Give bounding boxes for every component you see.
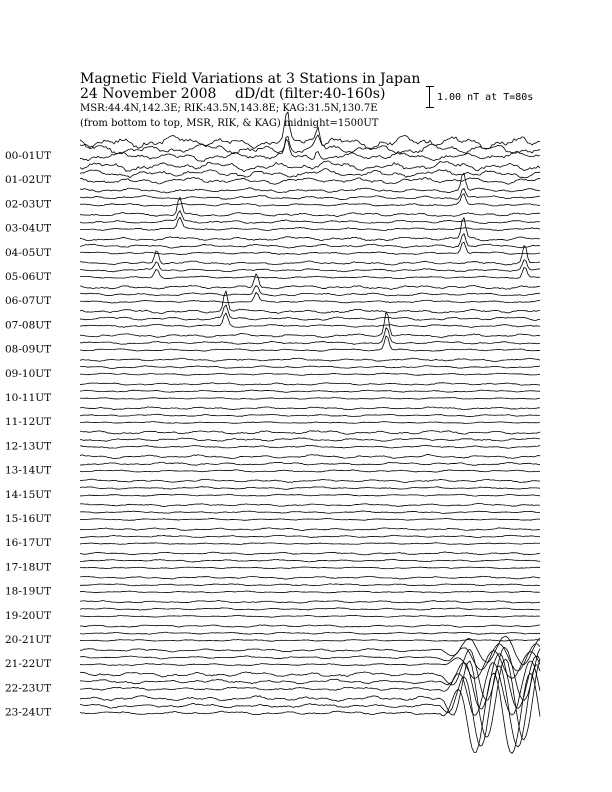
- hour-label: 03-04UT: [5, 222, 52, 235]
- trace-rik-11-12ut: [80, 414, 540, 416]
- hour-label: 09-10UT: [5, 367, 52, 380]
- hour-label: 08-09UT: [5, 343, 52, 356]
- trace-kag-13-14ut: [80, 454, 540, 458]
- scale-label: 1.00 nT at T=80s: [437, 92, 534, 103]
- trace-kag-06-07ut: [80, 274, 540, 289]
- trace-msr-16-17ut: [80, 543, 540, 545]
- hour-label: 22-23UT: [5, 682, 52, 695]
- trace-rik-21-22ut: [80, 644, 540, 671]
- hour-label: 15-16UT: [5, 513, 52, 525]
- trace-rik-13-14ut: [80, 462, 540, 465]
- trace-msr-17-18ut: [80, 567, 540, 569]
- trace-rik-18-19ut: [80, 584, 540, 586]
- hour-label: 23-24UT: [5, 706, 52, 719]
- trace-rik-00-01ut: [80, 135, 540, 154]
- hour-label: 20-21UT: [5, 634, 52, 646]
- chart-title: Magnetic Field Variations at 3 Stations in Japan: [80, 71, 421, 87]
- hour-label: 14-15UT: [5, 488, 52, 501]
- trace-rik-17-18ut: [80, 559, 540, 562]
- trace-kag-08-09ut: [80, 312, 540, 338]
- trace-rik-01-02ut: [80, 169, 540, 178]
- trace-kag-12-13ut: [80, 431, 540, 435]
- hour-label: 01-02UT: [5, 174, 52, 187]
- trace-kag-14-15ut: [80, 479, 540, 483]
- trace-kag-10-11ut: [80, 383, 540, 386]
- trace-msr-02-03ut: [80, 194, 540, 206]
- trace-msr-01-02ut: [80, 177, 540, 184]
- trace-rik-14-15ut: [80, 487, 540, 490]
- hour-label: 11-12UT: [5, 416, 52, 429]
- trace-kag-20-21ut: [80, 625, 540, 627]
- quantity-label: dD/dt (filter:40-160s): [235, 86, 386, 102]
- trace-rik-19-20ut: [80, 608, 540, 610]
- hour-label: 21-22UT: [5, 658, 52, 671]
- trace-rik-16-17ut: [80, 535, 540, 537]
- trace-msr-04-05ut: [80, 242, 540, 255]
- trace-rik-04-05ut: [80, 234, 540, 249]
- trace-kag-19-20ut: [80, 601, 540, 604]
- hour-label: 10-11UT: [5, 392, 52, 404]
- trace-msr-23-24ut: [80, 673, 540, 753]
- trace-kag-16-17ut: [80, 528, 540, 531]
- trace-rik-07-08ut: [80, 305, 540, 320]
- trace-msr-22-23ut: [80, 661, 540, 715]
- hour-label: 17-18UT: [5, 561, 52, 574]
- hour-label: 16-17UT: [5, 537, 52, 550]
- hour-label: 07-08UT: [5, 319, 52, 332]
- trace-kag-07-08ut: [80, 291, 540, 314]
- hour-label: 00-01UT: [5, 150, 52, 162]
- trace-msr-14-15ut: [80, 494, 540, 496]
- trace-msr-10-11ut: [80, 398, 540, 400]
- trace-msr-07-08ut: [80, 313, 540, 327]
- trace-kag-05-06ut: [80, 245, 540, 265]
- hour-label: 05-06UT: [5, 271, 52, 283]
- trace-msr-03-04ut: [80, 217, 540, 231]
- trace-kag-02-03ut: [80, 173, 540, 193]
- hour-label: 06-07UT: [5, 295, 52, 308]
- trace-rik-03-04ut: [80, 211, 540, 224]
- trace-msr-19-20ut: [80, 615, 540, 617]
- trace-msr-18-19ut: [80, 591, 540, 593]
- trace-kag-00-01ut: [80, 112, 540, 149]
- trace-msr-11-12ut: [80, 422, 540, 424]
- trace-msr-15-16ut: [80, 518, 540, 520]
- trace-kag-09-10ut: [80, 358, 540, 361]
- stations-label: MSR:44.4N,142.3E; RIK:43.5N,143.8E; KAG:31.5N,130.7E: [80, 103, 378, 114]
- hour-label: 19-20UT: [5, 609, 52, 622]
- trace-kag-11-12ut: [80, 407, 540, 410]
- hour-label: 13-14UT: [5, 464, 52, 477]
- trace-rik-10-11ut: [80, 390, 540, 392]
- trace-kag-17-18ut: [80, 552, 540, 555]
- trace-msr-20-21ut: [80, 640, 540, 642]
- order-note: (from bottom to top, MSR, RIK, & KAG) midnight=1500UT: [80, 118, 379, 129]
- trace-kag-15-16ut: [80, 504, 540, 507]
- hour-label: 18-19UT: [5, 585, 52, 598]
- trace-rik-09-10ut: [80, 366, 540, 369]
- date-label: 24 November 2008: [80, 86, 217, 102]
- trace-msr-12-13ut: [80, 445, 540, 448]
- hour-label: 02-03UT: [5, 198, 52, 211]
- trace-rik-23-24ut: [80, 665, 540, 747]
- trace-msr-09-10ut: [80, 373, 540, 375]
- trace-msr-13-14ut: [80, 470, 540, 472]
- trace-kag-03-04ut: [80, 197, 540, 216]
- trace-rik-12-13ut: [80, 438, 540, 441]
- trace-kag-01-02ut: [80, 161, 540, 172]
- hour-label: 12-13UT: [5, 440, 52, 453]
- trace-rik-20-21ut: [80, 632, 540, 634]
- hour-label: 04-05UT: [5, 246, 52, 259]
- trace-rik-15-16ut: [80, 511, 540, 513]
- trace-kag-18-19ut: [80, 576, 540, 579]
